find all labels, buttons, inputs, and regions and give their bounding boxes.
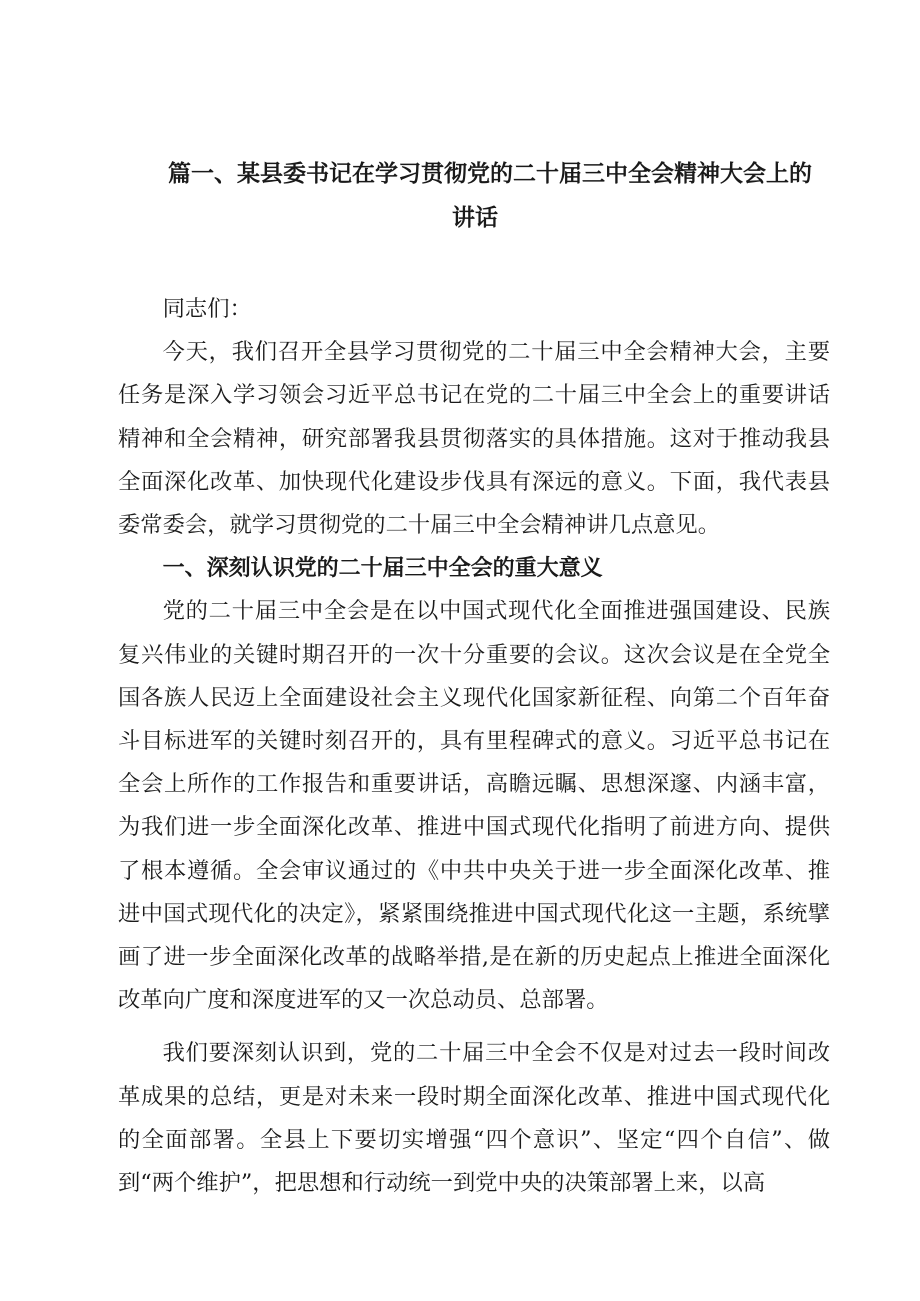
document-body [118, 288, 830, 1205]
title-line-2: 讲话 [452, 205, 498, 231]
title-line-1: 篇一、某县委书记在学习贯彻党的二十届三中全会精神大会上的 [168, 161, 812, 187]
salutation: 同志们： [162, 296, 252, 322]
intro-paragraph: 今天，我们召开全县学习贯彻党的二十届三中全会精神大会，主要任务是深入学习领会习近平总书记在党的二十届三中全会上的重要讲话精神和全会精神，研究部署我县贯彻落实的具体措施。这对于推动我县全面深化改革、加快现代化建设步伐具有深远的意义。下面，我代表县委常委会，就学习贯彻党的二十届三中全会精神讲几点意见。 [118, 339, 830, 539]
section-1-paragraph-1: 党的二十届三中全会是在以中国式现代化全面推进强国建设、民族复兴伟业的关键时期召开的一次十分重要的会议。这次会议是在全党全国各族人民迈上全面建设社会主义现代化国家新征程、向第二个百年奋斗目标进军的关键时刻召开的，具有里程碑式的意义。习近平总书记在全会上所作的工作报告和重要讲话，高瞻远瞩、思想深邃、内涵丰富，为我们进一步全面深化改革、推进中国式现代化指明了前进方向、提供了根本遵循。全会审议通过的《中共中央关于进一步全面深化改革、推进中国式现代化的决定》，紧紧围绕推进中国式现代化这一主题，系统擘画了进一步全面深化改革的战略举措,是在新的历史起点上推进全面深化改革向广度和深度进军的又一次总动员、总部署。 [118, 598, 830, 1014]
section-1-heading: 一、深刻认识党的二十届三中全会的重大意义 [162, 556, 603, 582]
section-1-paragraph-2: 我们要深刻认识到，党的二十届三中全会不仅是对过去一段时间改革成果的总结，更是对未来一段时期全面深化改革、推进中国式现代化的全面部署。全县上下要切实增强“四个意识”、坚定“四个自信”、做到“两个维护”，把思想和行动统一到党中央的决策部署上来，以高 [118, 1040, 830, 1197]
document-title [110, 152, 870, 240]
